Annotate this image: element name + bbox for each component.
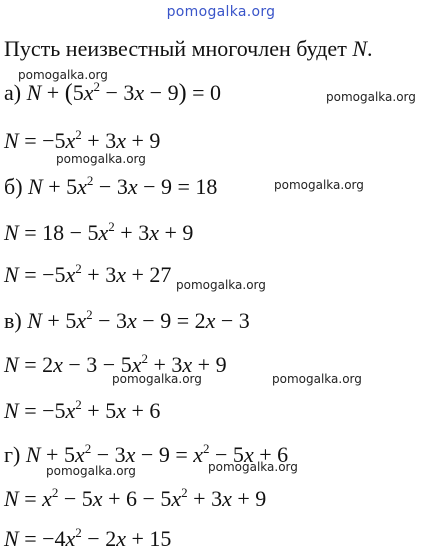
label-g: г) [4,442,21,467]
watermark: pomogalka.org [326,90,416,104]
statement-period: . [367,36,373,61]
result-b: $N = -5x^2 + 3x + 27$ [4,261,172,287]
watermark: pomogalka.org [272,372,362,386]
equation-a: а) $N + (5x^2 - 3x - 9) = 0$ [4,79,221,106]
watermark: pomogalka.org [18,68,108,82]
step-v: $N = 2x - 3 - 5x^2 + 3x + 9$ [4,351,227,377]
result-g: $N = -4x^2 - 2x + 15$ [4,525,172,551]
statement-variable: N [352,36,367,61]
watermark: pomogalka.org [208,460,298,474]
watermark: pomogalka.org [274,178,364,192]
equation-g: г) $N + 5x^2 - 3x - 9 = x^2 - 5x + 6$ [4,441,289,467]
watermark: pomogalka.org [56,152,146,166]
label-b: б) [4,174,23,199]
label-a: а) [4,80,22,105]
step-b: $N = 18 - 5x^2 + 3x + 9$ [4,219,194,245]
watermark: pomogalka.org [46,464,136,478]
problem-statement [4,36,373,62]
step-g: $N = x^2 - 5x + 6 - 5x^2 + 3x + 9$ [4,485,267,511]
watermark: pomogalka.org [176,278,266,292]
watermark-top: pomogalka.org [166,4,276,20]
result-v: $N = -5x^2 + 5x + 6$ [4,397,161,423]
watermark: pomogalka.org [112,372,202,386]
equation-v: в) $N + 5x^2 - 3x - 9 = 2x - 3$ [4,307,250,333]
result-a: $N = -5x^2 + 3x + 9$ [4,127,161,153]
label-v: в) [4,308,22,333]
equation-b: б) $N + 5x^2 - 3x - 9 = 18$ [4,173,218,199]
statement-text: Пусть неизвестный многочлен будет [4,36,347,61]
